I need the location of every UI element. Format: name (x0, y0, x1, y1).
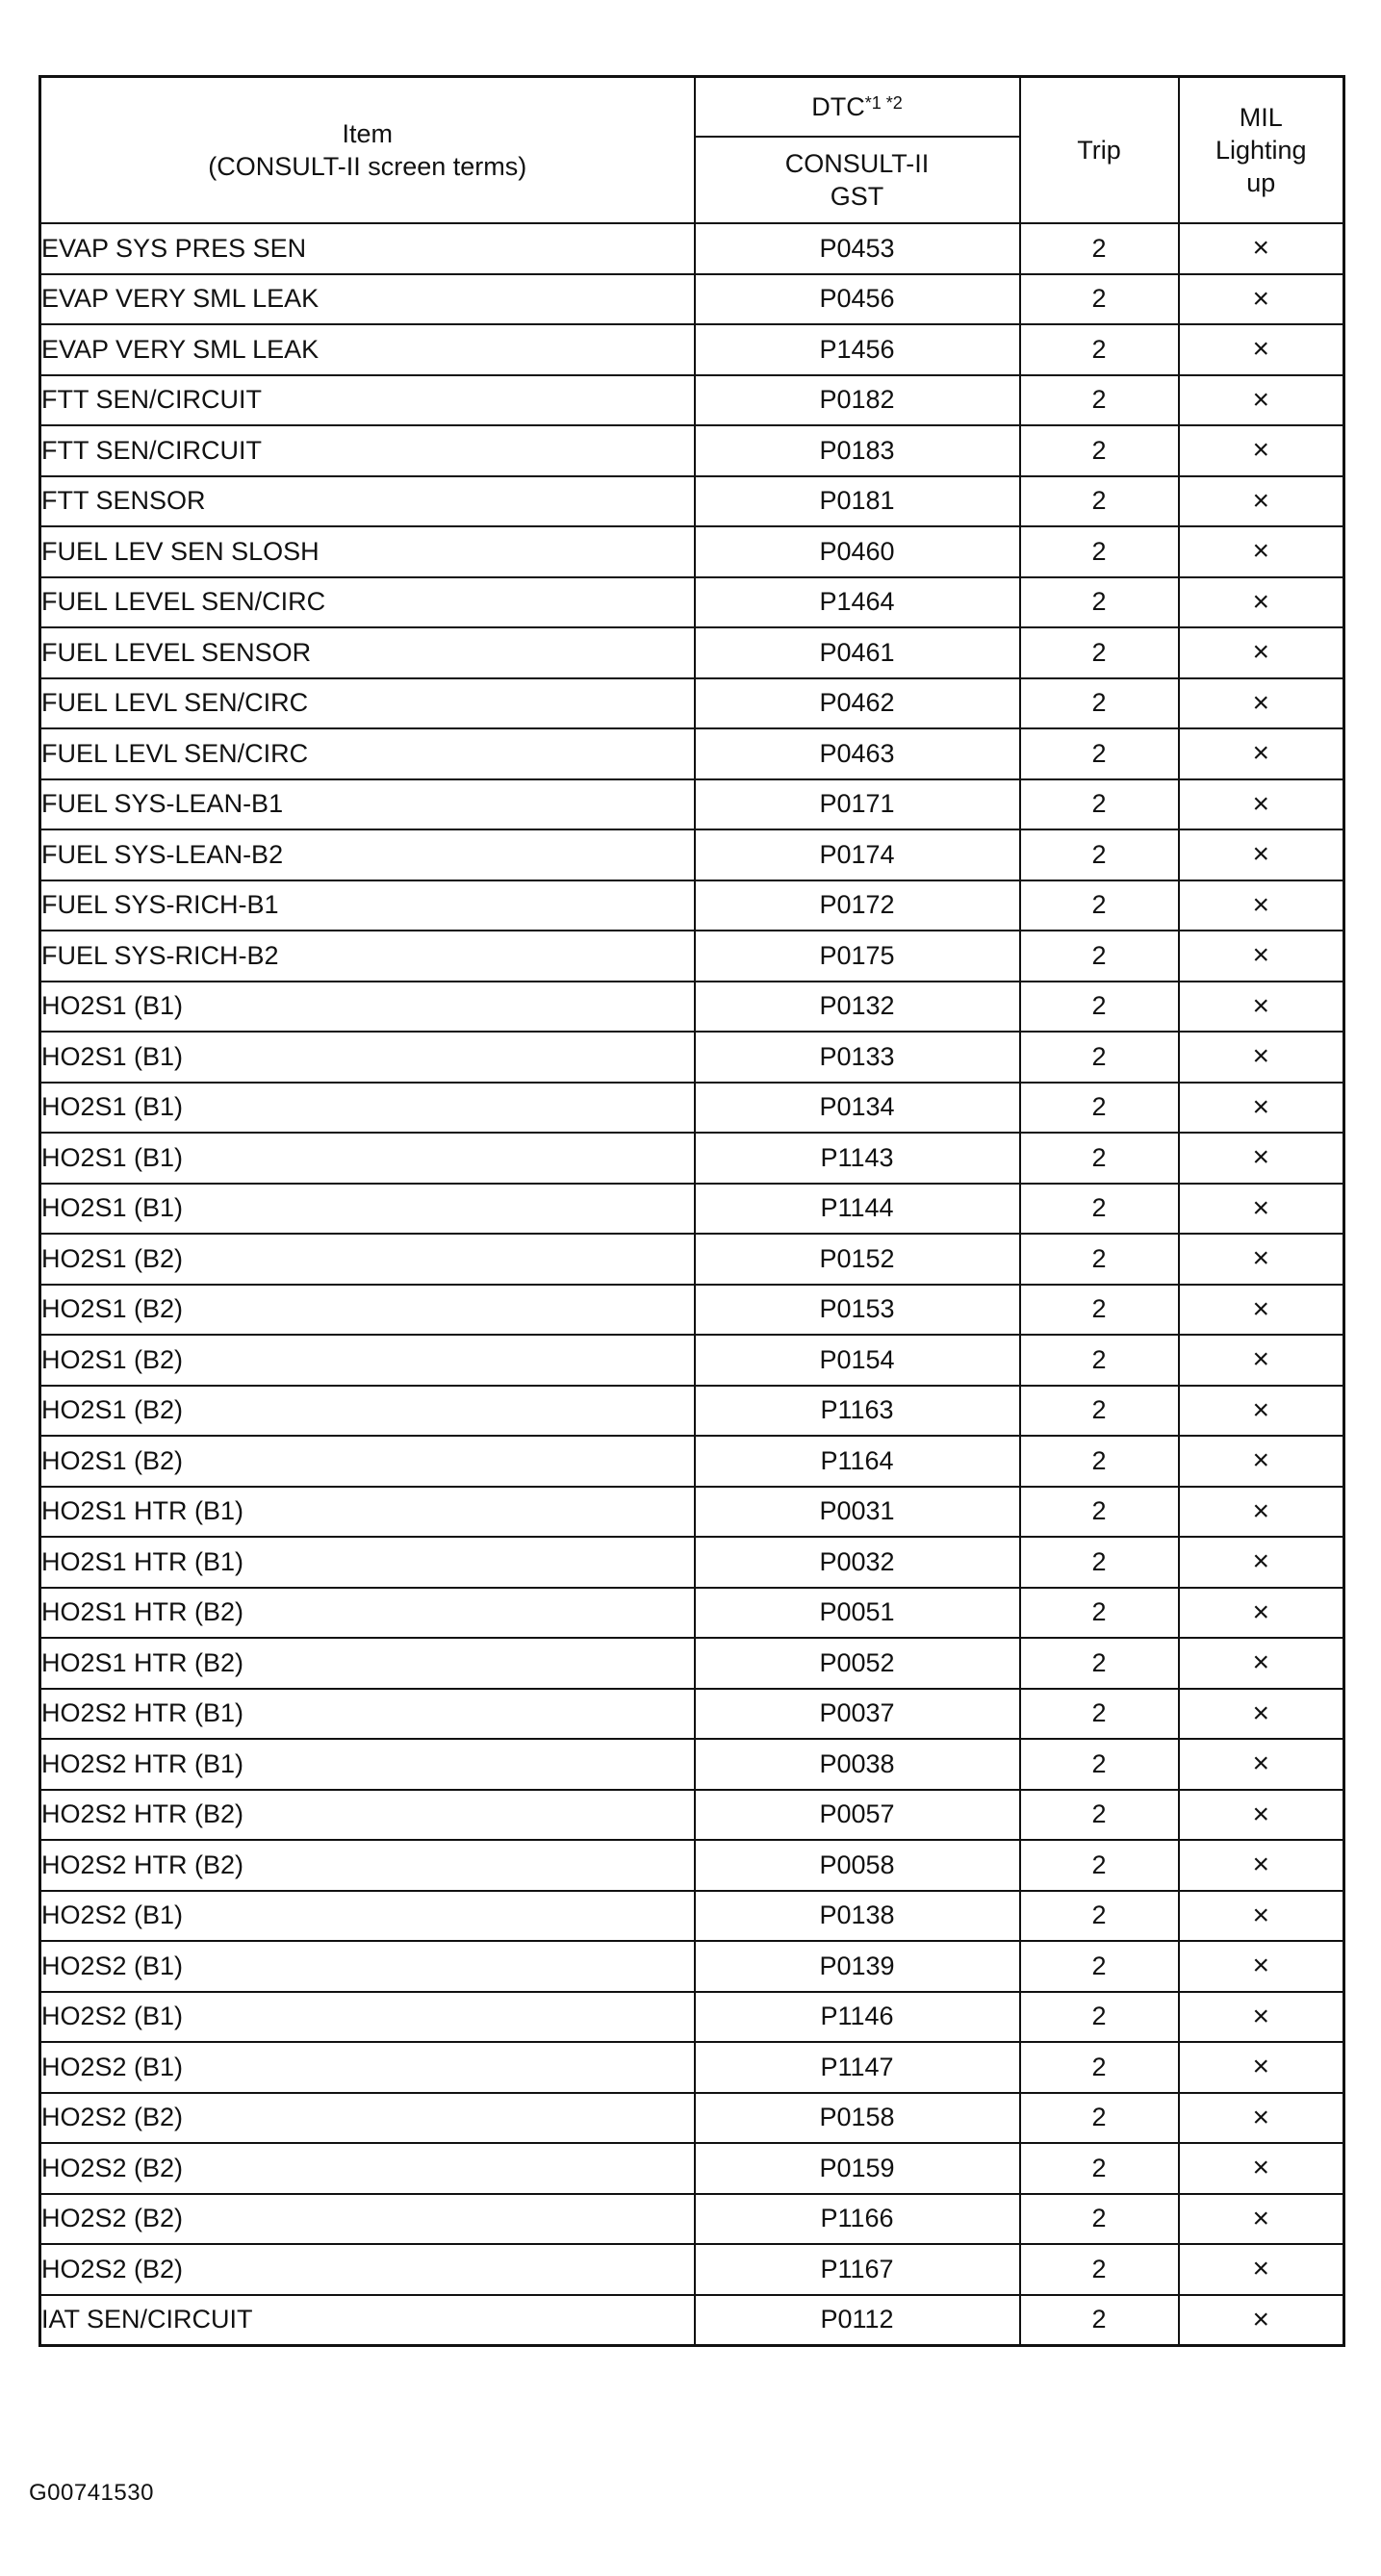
mil-cell: × (1179, 476, 1344, 527)
mil-cell: × (1179, 2042, 1344, 2093)
table-row (40, 476, 1344, 527)
table-row (40, 982, 1344, 1033)
mil-cell: × (1179, 1335, 1344, 1386)
trip-cell: 2 (1020, 1285, 1179, 1336)
table-row (40, 1133, 1344, 1184)
mil-cell: × (1179, 375, 1344, 426)
item-cell: HO2S2 HTR (B2) (40, 1790, 695, 1841)
item-cell: HO2S1 HTR (B1) (40, 1537, 695, 1588)
mil-cell: × (1179, 1537, 1344, 1588)
dtc-code-cell: P0456 (695, 274, 1020, 325)
item-cell: HO2S2 (B1) (40, 2042, 695, 2093)
table-row (40, 1588, 1344, 1639)
dtc-code-cell: P0031 (695, 1487, 1020, 1538)
trip-cell: 2 (1020, 1790, 1179, 1841)
header-dtc-label: DTC (811, 92, 865, 121)
dtc-code-cell: P0133 (695, 1032, 1020, 1083)
table-row (40, 1992, 1344, 2043)
trip-cell: 2 (1020, 2143, 1179, 2194)
trip-cell: 2 (1020, 324, 1179, 375)
table-row (40, 1335, 1344, 1386)
table-row (40, 2244, 1344, 2295)
header-mil-line1: MIL (1239, 103, 1283, 132)
trip-cell: 2 (1020, 1436, 1179, 1487)
trip-cell: 2 (1020, 1891, 1179, 1942)
item-cell: IAT SEN/CIRCUIT (40, 2295, 695, 2346)
item-cell: HO2S2 (B1) (40, 1941, 695, 1992)
table-row (40, 779, 1344, 830)
mil-cell: × (1179, 1638, 1344, 1689)
trip-cell: 2 (1020, 1386, 1179, 1437)
table-row (40, 1436, 1344, 1487)
trip-cell: 2 (1020, 2244, 1179, 2295)
dtc-code-cell: P1456 (695, 324, 1020, 375)
mil-cell: × (1179, 779, 1344, 830)
dtc-code-cell: P0057 (695, 1790, 1020, 1841)
trip-cell: 2 (1020, 2194, 1179, 2245)
trip-cell: 2 (1020, 779, 1179, 830)
dtc-code-cell: P0152 (695, 1234, 1020, 1285)
trip-cell: 2 (1020, 223, 1179, 274)
dtc-table (38, 75, 1345, 2347)
header-dtc (695, 77, 1020, 138)
table-row (40, 728, 1344, 779)
table-row (40, 1032, 1344, 1083)
trip-cell: 2 (1020, 2093, 1179, 2144)
mil-cell: × (1179, 982, 1344, 1033)
item-cell: HO2S2 HTR (B1) (40, 1739, 695, 1790)
table-row (40, 1891, 1344, 1942)
trip-cell: 2 (1020, 476, 1179, 527)
mil-cell: × (1179, 1234, 1344, 1285)
item-cell: HO2S2 HTR (B1) (40, 1689, 695, 1740)
mil-cell: × (1179, 678, 1344, 729)
item-cell: HO2S2 (B1) (40, 1992, 695, 2043)
trip-cell: 2 (1020, 931, 1179, 982)
item-cell: HO2S1 (B2) (40, 1335, 695, 1386)
trip-cell: 2 (1020, 1840, 1179, 1891)
mil-cell: × (1179, 728, 1344, 779)
dtc-code-cell: P0037 (695, 1689, 1020, 1740)
item-cell: HO2S2 (B2) (40, 2194, 695, 2245)
item-cell: FTT SEN/CIRCUIT (40, 375, 695, 426)
trip-cell: 2 (1020, 526, 1179, 577)
header-mil (1179, 77, 1344, 224)
trip-cell: 2 (1020, 678, 1179, 729)
item-cell: HO2S1 (B1) (40, 982, 695, 1033)
item-cell: HO2S1 (B1) (40, 1083, 695, 1134)
mil-cell: × (1179, 1436, 1344, 1487)
table-row (40, 1234, 1344, 1285)
item-cell: HO2S1 (B2) (40, 1436, 695, 1487)
table-row (40, 1739, 1344, 1790)
item-cell: HO2S1 HTR (B2) (40, 1638, 695, 1689)
dtc-code-cell: P0032 (695, 1537, 1020, 1588)
dtc-code-cell: P0453 (695, 223, 1020, 274)
dtc-code-cell: P1164 (695, 1436, 1020, 1487)
mil-cell: × (1179, 1133, 1344, 1184)
trip-cell: 2 (1020, 627, 1179, 678)
dtc-code-cell: P0461 (695, 627, 1020, 678)
header-item (40, 77, 695, 224)
dtc-code-cell: P1144 (695, 1184, 1020, 1235)
header-mil-line3: up (1246, 168, 1276, 197)
dtc-code-cell: P0172 (695, 880, 1020, 931)
dtc-code-cell: P0181 (695, 476, 1020, 527)
table-row (40, 2143, 1344, 2194)
table-row (40, 627, 1344, 678)
trip-cell: 2 (1020, 1689, 1179, 1740)
item-cell: HO2S1 (B2) (40, 1386, 695, 1437)
table-row (40, 1184, 1344, 1235)
item-cell: HO2S2 (B1) (40, 1891, 695, 1942)
trip-cell: 2 (1020, 1133, 1179, 1184)
trip-cell: 2 (1020, 982, 1179, 1033)
header-item-subtitle: (CONSULT-II screen terms) (208, 152, 527, 181)
mil-cell: × (1179, 2295, 1344, 2346)
item-cell: HO2S2 HTR (B2) (40, 1840, 695, 1891)
dtc-code-cell: P0154 (695, 1335, 1020, 1386)
table-row (40, 324, 1344, 375)
table-row (40, 1487, 1344, 1538)
mil-cell: × (1179, 1992, 1344, 2043)
table-row (40, 1638, 1344, 1689)
dtc-code-cell: P0132 (695, 982, 1020, 1033)
table-row (40, 1941, 1344, 1992)
mil-cell: × (1179, 2244, 1344, 2295)
item-cell: EVAP SYS PRES SEN (40, 223, 695, 274)
item-cell: EVAP VERY SML LEAK (40, 324, 695, 375)
item-cell: FUEL LEV SEN SLOSH (40, 526, 695, 577)
dtc-code-cell: P0112 (695, 2295, 1020, 2346)
mil-cell: × (1179, 1184, 1344, 1235)
trip-cell: 2 (1020, 1487, 1179, 1538)
trip-cell: 2 (1020, 1335, 1179, 1386)
table-row (40, 1285, 1344, 1336)
trip-cell: 2 (1020, 1739, 1179, 1790)
mil-cell: × (1179, 1689, 1344, 1740)
item-cell: HO2S1 HTR (B1) (40, 1487, 695, 1538)
dtc-code-cell: P0158 (695, 2093, 1020, 2144)
mil-cell: × (1179, 880, 1344, 931)
item-cell: EVAP VERY SML LEAK (40, 274, 695, 325)
table-row (40, 2093, 1344, 2144)
mil-cell: × (1179, 829, 1344, 880)
trip-cell: 2 (1020, 274, 1179, 325)
table-row (40, 2042, 1344, 2093)
table-row (40, 1689, 1344, 1740)
trip-cell: 2 (1020, 1537, 1179, 1588)
mil-cell: × (1179, 577, 1344, 628)
item-cell: HO2S1 (B1) (40, 1032, 695, 1083)
table-row (40, 1083, 1344, 1134)
dtc-code-cell: P0038 (695, 1739, 1020, 1790)
dtc-code-cell: P0138 (695, 1891, 1020, 1942)
table-row (40, 223, 1344, 274)
table-row (40, 1840, 1344, 1891)
mil-cell: × (1179, 1083, 1344, 1134)
header-dtc-sub (695, 137, 1020, 223)
mil-cell: × (1179, 274, 1344, 325)
dtc-code-cell: P0153 (695, 1285, 1020, 1336)
mil-cell: × (1179, 425, 1344, 476)
mil-cell: × (1179, 1891, 1344, 1942)
trip-cell: 2 (1020, 880, 1179, 931)
trip-cell: 2 (1020, 1941, 1179, 1992)
dtc-code-cell: P0058 (695, 1840, 1020, 1891)
trip-cell: 2 (1020, 1638, 1179, 1689)
header-dtc-gst: GST (830, 182, 884, 211)
mil-cell: × (1179, 931, 1344, 982)
item-cell: FTT SEN/CIRCUIT (40, 425, 695, 476)
trip-cell: 2 (1020, 1032, 1179, 1083)
table-row (40, 880, 1344, 931)
mil-cell: × (1179, 526, 1344, 577)
table-row (40, 577, 1344, 628)
mil-cell: × (1179, 2093, 1344, 2144)
item-cell: FUEL SYS-RICH-B1 (40, 880, 695, 931)
mil-cell: × (1179, 1739, 1344, 1790)
item-cell: FUEL SYS-RICH-B2 (40, 931, 695, 982)
table-row (40, 2295, 1344, 2346)
table-row (40, 1790, 1344, 1841)
dtc-code-cell: P0051 (695, 1588, 1020, 1639)
trip-cell: 2 (1020, 1234, 1179, 1285)
table-row (40, 425, 1344, 476)
item-cell: FUEL SYS-LEAN-B2 (40, 829, 695, 880)
table-row (40, 526, 1344, 577)
mil-cell: × (1179, 2143, 1344, 2194)
dtc-code-cell: P0134 (695, 1083, 1020, 1134)
item-cell: HO2S2 (B2) (40, 2143, 695, 2194)
header-dtc-footnotes: *1 *2 (864, 93, 903, 113)
mil-cell: × (1179, 2194, 1344, 2245)
dtc-code-cell: P1464 (695, 577, 1020, 628)
trip-cell: 2 (1020, 2295, 1179, 2346)
table-row (40, 678, 1344, 729)
item-cell: HO2S1 HTR (B2) (40, 1588, 695, 1639)
mil-cell: × (1179, 1285, 1344, 1336)
table-body (40, 223, 1344, 2346)
item-cell: FUEL LEVL SEN/CIRC (40, 678, 695, 729)
table-row (40, 274, 1344, 325)
dtc-code-cell: P1167 (695, 2244, 1020, 2295)
table-row (40, 829, 1344, 880)
trip-cell: 2 (1020, 728, 1179, 779)
dtc-code-cell: P1147 (695, 2042, 1020, 2093)
item-cell: FUEL LEVEL SEN/CIRC (40, 577, 695, 628)
item-cell: FUEL LEVEL SENSOR (40, 627, 695, 678)
figure-code: G00741530 (29, 2480, 154, 2506)
dtc-code-cell: P0171 (695, 779, 1020, 830)
table-row (40, 375, 1344, 426)
header-dtc-consult: CONSULT-II (784, 149, 930, 178)
table-row (40, 2194, 1344, 2245)
table-row (40, 1537, 1344, 1588)
item-cell: FUEL SYS-LEAN-B1 (40, 779, 695, 830)
mil-cell: × (1179, 627, 1344, 678)
item-cell: HO2S2 (B2) (40, 2093, 695, 2144)
item-cell: HO2S1 (B2) (40, 1234, 695, 1285)
dtc-code-cell: P0139 (695, 1941, 1020, 1992)
header-item-title: Item (342, 119, 393, 148)
header-trip: Trip (1020, 77, 1179, 224)
trip-cell: 2 (1020, 1992, 1179, 2043)
item-cell: HO2S1 (B2) (40, 1285, 695, 1336)
dtc-code-cell: P0052 (695, 1638, 1020, 1689)
item-cell: HO2S1 (B1) (40, 1133, 695, 1184)
dtc-code-cell: P0462 (695, 678, 1020, 729)
item-cell: FUEL LEVL SEN/CIRC (40, 728, 695, 779)
mil-cell: × (1179, 1941, 1344, 1992)
mil-cell: × (1179, 324, 1344, 375)
dtc-code-cell: P0183 (695, 425, 1020, 476)
dtc-code-cell: P0463 (695, 728, 1020, 779)
dtc-code-cell: P0175 (695, 931, 1020, 982)
table-header (40, 77, 1344, 224)
trip-cell: 2 (1020, 1184, 1179, 1235)
dtc-code-cell: P0174 (695, 829, 1020, 880)
trip-cell: 2 (1020, 2042, 1179, 2093)
header-mil-line2: Lighting (1215, 136, 1307, 165)
mil-cell: × (1179, 1032, 1344, 1083)
dtc-code-cell: P0182 (695, 375, 1020, 426)
dtc-code-cell: P1143 (695, 1133, 1020, 1184)
dtc-code-cell: P0460 (695, 526, 1020, 577)
mil-cell: × (1179, 1840, 1344, 1891)
trip-cell: 2 (1020, 375, 1179, 426)
table-row (40, 1386, 1344, 1437)
trip-cell: 2 (1020, 829, 1179, 880)
mil-cell: × (1179, 1487, 1344, 1538)
dtc-code-cell: P1163 (695, 1386, 1020, 1437)
dtc-code-cell: P1166 (695, 2194, 1020, 2245)
table-row (40, 931, 1344, 982)
trip-cell: 2 (1020, 1588, 1179, 1639)
item-cell: FTT SENSOR (40, 476, 695, 527)
dtc-code-cell: P1146 (695, 1992, 1020, 2043)
mil-cell: × (1179, 223, 1344, 274)
mil-cell: × (1179, 1386, 1344, 1437)
dtc-code-cell: P0159 (695, 2143, 1020, 2194)
mil-cell: × (1179, 1790, 1344, 1841)
mil-cell: × (1179, 1588, 1344, 1639)
trip-cell: 2 (1020, 425, 1179, 476)
trip-cell: 2 (1020, 577, 1179, 628)
item-cell: HO2S1 (B1) (40, 1184, 695, 1235)
item-cell: HO2S2 (B2) (40, 2244, 695, 2295)
trip-cell: 2 (1020, 1083, 1179, 1134)
